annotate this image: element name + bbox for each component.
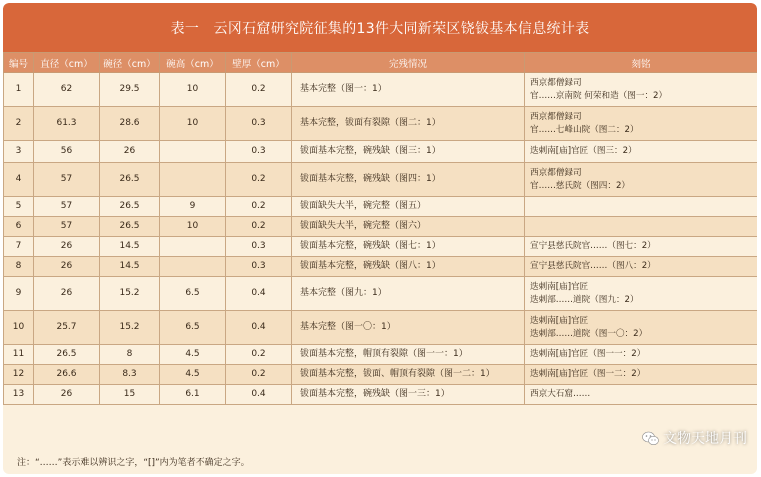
cell-diameter: 56	[34, 141, 100, 163]
cell-bowl-diameter: 26.5	[100, 163, 160, 197]
cell-number: 1	[4, 73, 34, 107]
table-row	[4, 237, 758, 257]
cell-condition: 基本完整（图一：1）	[292, 73, 525, 107]
cell-condition: 钹面基本完整，碗残缺（图三：1）	[292, 141, 525, 163]
table-title-bar	[3, 3, 757, 52]
cell-number: 13	[4, 385, 34, 405]
inscription-line: 迭剌南[庙]官匠（图一一：2）	[530, 349, 646, 359]
cell-condition: 钹面缺失大半，碗完整（图六）	[292, 217, 525, 237]
cell-diameter: 26	[34, 257, 100, 277]
cell-condition: 钹面基本完整，碗残缺（图八：1）	[292, 257, 525, 277]
cell-inscription	[525, 73, 758, 107]
cell-diameter: 57	[34, 217, 100, 237]
document-frame	[3, 3, 757, 474]
table-title: 表一 云冈石窟研究院征集的13件大同新荣区铙钹基本信息统计表	[170, 20, 590, 37]
cell-bowl-diameter: 28.6	[100, 107, 160, 141]
table-row	[4, 311, 758, 345]
cell-bowl-diameter: 26.5	[100, 197, 160, 217]
cell-wall-thickness: 0.3	[226, 257, 292, 277]
data-table	[3, 52, 757, 405]
col-header-wall-thickness: 壁厚（cm）	[226, 53, 292, 73]
col-header-bowl-height: 碗高（cm）	[160, 53, 226, 73]
cell-wall-thickness: 0.3	[226, 237, 292, 257]
cell-bowl-height: 4.5	[160, 345, 226, 365]
inscription-line: 西京都僧録司	[530, 167, 582, 178]
cell-wall-thickness: 0.2	[226, 365, 292, 385]
table-row	[4, 217, 758, 237]
cell-condition: 基本完整（图九：1）	[292, 277, 525, 311]
cell-inscription	[525, 385, 758, 405]
cell-diameter: 25.7	[34, 311, 100, 345]
cell-inscription	[525, 217, 758, 237]
cell-bowl-height: 6.1	[160, 385, 226, 405]
col-header-inscription: 刻铭	[525, 53, 758, 73]
cell-inscription	[525, 311, 758, 345]
table-row	[4, 73, 758, 107]
watermark-text: 文物天地月刊	[663, 431, 747, 447]
cell-inscription	[525, 141, 758, 163]
inscription-line: 官……慈氏院（图四：2）	[530, 180, 630, 191]
cell-diameter: 26.5	[34, 345, 100, 365]
cell-bowl-height: 6.5	[160, 311, 226, 345]
cell-bowl-height	[160, 163, 226, 197]
cell-bowl-diameter: 14.5	[100, 257, 160, 277]
col-header-diameter: 直径（cm）	[34, 53, 100, 73]
cell-bowl-height: 4.5	[160, 365, 226, 385]
inscription-line: 迭剌部……道院（图九：2）	[530, 294, 639, 305]
inscription-line: 迭剌南[庙]官匠	[530, 315, 589, 326]
wechat-icon	[642, 431, 659, 446]
inscription-line: 西京大石窟……	[530, 389, 591, 399]
inscription-line: 宣宁县慈氏院官……（图八：2）	[530, 261, 656, 271]
cell-bowl-diameter: 15.2	[100, 311, 160, 345]
cell-number: 8	[4, 257, 34, 277]
table-row	[4, 163, 758, 197]
table-row	[4, 277, 758, 311]
cell-number: 9	[4, 277, 34, 311]
header-row	[4, 53, 758, 73]
cell-bowl-height	[160, 237, 226, 257]
inscription-line: 官……七峰山院（图二：2）	[530, 124, 639, 135]
table-footnote: 注：“……”表示难以辨识之字，“[]”内为笔者不确定之字。	[17, 458, 250, 468]
cell-number: 5	[4, 197, 34, 217]
cell-wall-thickness: 0.2	[226, 197, 292, 217]
cell-bowl-diameter: 26.5	[100, 217, 160, 237]
cell-inscription	[525, 365, 758, 385]
cell-number: 11	[4, 345, 34, 365]
cell-inscription	[525, 237, 758, 257]
cell-wall-thickness: 0.2	[226, 163, 292, 197]
inscription-line: 西京都僧録司	[530, 111, 582, 122]
inscription-line: 宣宁县慈氏院官……（图七：2）	[530, 241, 656, 251]
inscription-line: 西京都僧録司	[530, 77, 582, 88]
cell-condition: 钹面基本完整，钹面、帽顶有裂隙（图一二：1）	[292, 365, 525, 385]
cell-diameter: 26.6	[34, 365, 100, 385]
inscription-line: 迭剌南[庙]官匠（图一二：2）	[530, 369, 646, 379]
cell-condition: 钹面基本完整，帽顶有裂隙（图一一：1）	[292, 345, 525, 365]
cell-bowl-diameter: 14.5	[100, 237, 160, 257]
cell-condition: 基本完整（图一〇：1）	[292, 311, 525, 345]
table-row	[4, 345, 758, 365]
cell-inscription	[525, 345, 758, 365]
cell-bowl-height: 6.5	[160, 277, 226, 311]
cell-wall-thickness: 0.2	[226, 345, 292, 365]
cell-bowl-height: 9	[160, 197, 226, 217]
cell-wall-thickness: 0.2	[226, 73, 292, 107]
col-header-bowl-diameter: 碗径（cm）	[100, 53, 160, 73]
cell-bowl-diameter: 15	[100, 385, 160, 405]
table-row	[4, 107, 758, 141]
inscription-line: 迭剌南[庙]官匠（图三：2）	[530, 146, 637, 156]
cell-inscription	[525, 277, 758, 311]
cell-diameter: 26	[34, 277, 100, 311]
cell-diameter: 26	[34, 237, 100, 257]
cell-number: 3	[4, 141, 34, 163]
cell-number: 6	[4, 217, 34, 237]
cell-wall-thickness: 0.2	[226, 217, 292, 237]
cell-bowl-diameter: 26	[100, 141, 160, 163]
cell-diameter: 62	[34, 73, 100, 107]
cell-bowl-diameter: 8	[100, 345, 160, 365]
cell-diameter: 61.3	[34, 107, 100, 141]
cell-wall-thickness: 0.3	[226, 107, 292, 141]
cell-bowl-diameter: 15.2	[100, 277, 160, 311]
cell-condition: 钹面基本完整，碗残缺（图一三：1）	[292, 385, 525, 405]
cell-condition: 钹面基本完整，碗残缺（图四：1）	[292, 163, 525, 197]
col-header-condition: 完残情况	[292, 53, 525, 73]
cell-number: 4	[4, 163, 34, 197]
cell-bowl-diameter: 29.5	[100, 73, 160, 107]
inscription-line: 迭剌部……道院（图一〇：2）	[530, 328, 648, 339]
cell-wall-thickness: 0.4	[226, 277, 292, 311]
cell-number: 12	[4, 365, 34, 385]
cell-inscription	[525, 107, 758, 141]
cell-condition: 钹面基本完整，碗残缺（图七：1）	[292, 237, 525, 257]
table-row	[4, 365, 758, 385]
cell-diameter: 57	[34, 197, 100, 217]
cell-condition: 基本完整，钹面有裂隙（图二：1）	[292, 107, 525, 141]
cell-inscription	[525, 197, 758, 217]
cell-inscription	[525, 257, 758, 277]
cell-inscription	[525, 163, 758, 197]
table-row	[4, 197, 758, 217]
cell-number: 2	[4, 107, 34, 141]
cell-bowl-height	[160, 257, 226, 277]
cell-wall-thickness: 0.4	[226, 311, 292, 345]
cell-bowl-height: 10	[160, 217, 226, 237]
cell-number: 10	[4, 311, 34, 345]
table-row	[4, 257, 758, 277]
inscription-line: 官……京南院 何荣和造（图一：2）	[530, 90, 668, 101]
inscription-line: 迭剌南[庙]官匠	[530, 281, 589, 292]
cell-bowl-diameter: 8.3	[100, 365, 160, 385]
col-header-number: 编号	[4, 53, 34, 73]
cell-wall-thickness: 0.4	[226, 385, 292, 405]
cell-wall-thickness: 0.3	[226, 141, 292, 163]
cell-bowl-height: 10	[160, 107, 226, 141]
watermark	[642, 427, 747, 449]
table-row	[4, 385, 758, 405]
cell-bowl-height	[160, 141, 226, 163]
cell-condition: 钹面缺失大半，碗完整（图五）	[292, 197, 525, 217]
cell-diameter: 26	[34, 385, 100, 405]
cell-bowl-height: 10	[160, 73, 226, 107]
table-row	[4, 141, 758, 163]
cell-diameter: 57	[34, 163, 100, 197]
cell-number: 7	[4, 237, 34, 257]
